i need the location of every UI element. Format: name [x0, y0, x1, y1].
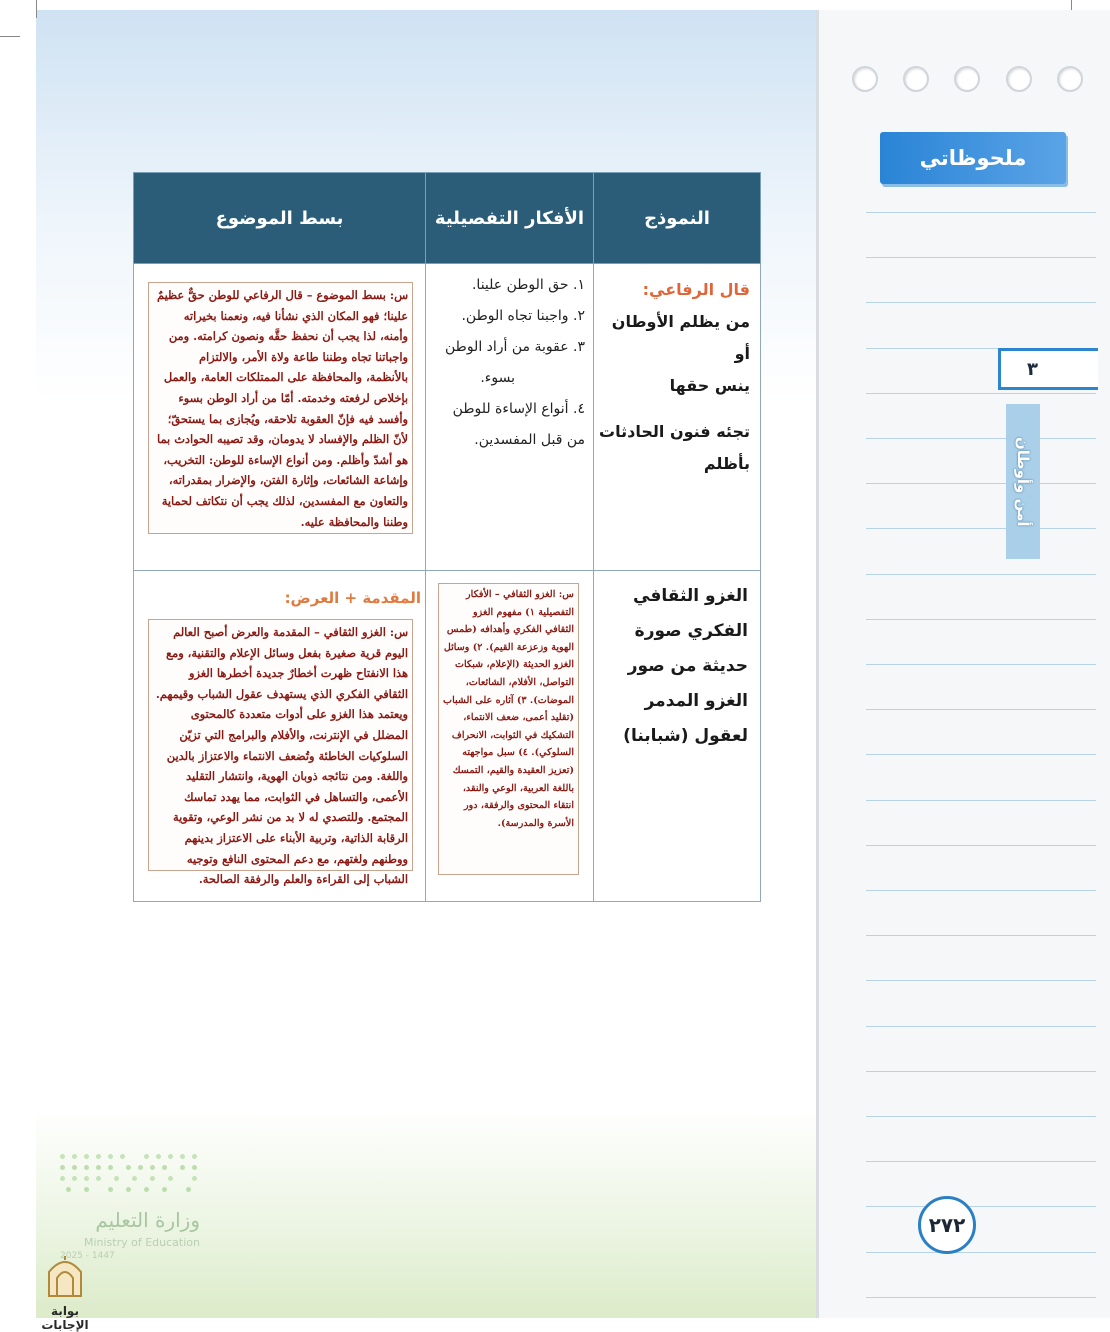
model-quote: قال الرفاعي: — [642, 280, 750, 299]
logo-dot — [180, 1154, 185, 1159]
idea-item: ٣. عقوبة من أراد الوطن — [445, 339, 585, 355]
model-line: ينس حقها — [669, 376, 750, 395]
notes-rule — [866, 1026, 1096, 1027]
notes-rule — [866, 528, 1096, 529]
logo-year: 2025 - 1447 — [60, 1251, 115, 1261]
logo-dot — [84, 1154, 89, 1159]
model-line: الغزو المدمر — [644, 691, 748, 711]
model-line: الغزو الثقافي — [633, 586, 748, 606]
logo-dot — [60, 1165, 65, 1170]
logo-dot — [120, 1154, 125, 1159]
logo-dot — [162, 1187, 167, 1192]
logo-dots-icon — [60, 1150, 200, 1200]
notes-rule — [866, 1297, 1096, 1298]
notes-rule — [866, 1252, 1096, 1253]
logo-dot — [138, 1165, 143, 1170]
logo-dot — [168, 1154, 173, 1159]
logo-dot — [96, 1165, 101, 1170]
logo-dot — [168, 1176, 173, 1181]
ministry-logo — [60, 1150, 200, 1261]
header-ideas: الأفكار التفصيلية — [426, 173, 594, 264]
logo-dot — [144, 1154, 149, 1159]
notes-rule — [866, 980, 1096, 981]
section-label: المقدمة + العرض: — [284, 589, 421, 607]
notes-rule — [866, 302, 1096, 303]
logo-dot — [186, 1187, 191, 1192]
idea-item: من قبل المفسدين. — [474, 432, 585, 448]
logo-dot — [180, 1165, 185, 1170]
model-line: من يظلم الأوطان أو — [611, 312, 750, 363]
logo-dot — [108, 1154, 113, 1159]
logo-dot — [72, 1165, 77, 1170]
logo-dot — [96, 1154, 101, 1159]
notes-rule — [866, 1206, 1096, 1207]
logo-dot — [192, 1154, 197, 1159]
notes-rule — [866, 438, 1096, 439]
notes-rule — [866, 890, 1096, 891]
logo-dot — [96, 1176, 101, 1181]
analysis-table — [133, 172, 761, 902]
notes-rule — [866, 800, 1096, 801]
binder-hole — [903, 66, 929, 92]
notes-rule — [866, 1071, 1096, 1072]
model-line: لعقول (شبابنا) — [623, 726, 748, 746]
logo-english: Ministry of Education — [83, 1236, 200, 1249]
handwritten-ideas: س: الغزو الثقافي – الأفكار التفصيلية ١) مفهوم الغزو الثقافي الفكري وأهدافه (طمس الهوية وزعزعة القيم). ٢) وسائل الغزو الحديثة (الإعلام، شبكات التواصل، الأفلام، الشائعات، الموضات). ٣) آثاره على الشباب (تقليد أعمى، ضعف الانتماء، التشكيك في الثوابت، الانحراف السلوكي). ٤) سبل مواجهته (تعزيز العقيدة والقيم، التمسك باللغة العربية، الوعي والنقد، انتقاء المحتوى والرفقة، دور الأسرة والمدرسة). — [438, 583, 579, 875]
logo-dot — [126, 1187, 131, 1192]
mosque-emblem-icon — [45, 1254, 85, 1298]
logo-dot — [150, 1176, 155, 1181]
model-cell — [594, 571, 761, 902]
notes-rule — [866, 935, 1096, 936]
logo-dot — [84, 1176, 89, 1181]
logo-dot — [108, 1165, 113, 1170]
page-number: ٢٧٢ — [918, 1196, 976, 1254]
notes-rule — [866, 574, 1096, 575]
notes-rule — [866, 257, 1096, 258]
logo-dot — [192, 1165, 197, 1170]
handwritten-answer: س: بسط الموضوع – قال الرفاعي للوطن حقٌّ عظيمٌ علينا؛ فهو المكان الذي نشأنا فيه، ونعمنا بخيراته وأمنه، لذا يجب أن نحفظ حقَّه ونصون كرامته. ومن واجباتنا تجاه وطننا طاعة ولاة الأمر، والالتزام بالأنظمة، والمحافظة على الممتلكات العامة، والعمل بإخلاص لرفعته وخدمته. أمّا من أراد الوطن بسوء وأفسد فيه فإنّ العقوبة تلاحقه، ويُجازى بما يستحقّ؛ لأنّ الظلم والإفساد لا يدومان، وقد تصيبه الحوادث بما هو أشدّ وأظلم. ومن أنواع الإساءة للوطن: التخريب، وإشاعة الشائعات، وإثارة الفتن، والإضرار بمقدراته، والتعاون مع المفسدين، لذلك يجب أن نتكاتف لحماية وطننا والمحافظة عليه. — [148, 282, 413, 534]
logo-dot — [126, 1165, 131, 1170]
model-line: حديثة من صور — [627, 656, 748, 676]
notes-rule — [866, 1161, 1096, 1162]
logo-dot — [108, 1187, 113, 1192]
logo-dot — [162, 1165, 167, 1170]
logo-dot — [66, 1187, 71, 1192]
binder-hole — [852, 66, 878, 92]
model-line: بأظلم — [703, 454, 750, 473]
logo-dot — [72, 1176, 77, 1181]
table-row — [134, 571, 761, 902]
table-row — [134, 264, 761, 571]
unit-number: ٣ — [998, 348, 1098, 390]
logo-dot — [72, 1154, 77, 1159]
binder-hole — [1006, 66, 1032, 92]
notes-rule — [866, 483, 1096, 484]
expansion-cell — [134, 571, 426, 902]
logo-dot — [156, 1154, 161, 1159]
header-expansion: بسط الموضوع — [134, 173, 426, 264]
idea-item: بسوء. — [480, 370, 515, 386]
notes-rule — [866, 754, 1096, 755]
ideas-cell — [426, 264, 594, 571]
unit-tab — [1006, 404, 1040, 559]
idea-item: ١. حق الوطن علينا. — [471, 277, 585, 293]
notes-rule — [866, 619, 1096, 620]
logo-dot — [192, 1176, 197, 1181]
notes-rule — [866, 212, 1096, 213]
crop-mark — [0, 36, 20, 37]
notes-rule — [866, 1116, 1096, 1117]
binder-hole — [1057, 66, 1083, 92]
expansion-cell — [134, 264, 426, 571]
logo-dot — [144, 1187, 149, 1192]
notes-rule — [866, 709, 1096, 710]
logo-dot — [60, 1154, 65, 1159]
model-line: الفكري صورة — [634, 621, 748, 641]
notes-rule — [866, 664, 1096, 665]
binder-hole — [954, 66, 980, 92]
ideas-cell — [426, 571, 594, 902]
logo-dot — [84, 1187, 89, 1192]
idea-item: ٢. واجبنا تجاه الوطن. — [461, 308, 585, 324]
logo-dot — [114, 1176, 119, 1181]
logo-dot — [84, 1165, 89, 1170]
model-cell — [594, 264, 761, 571]
handwritten-answer: س: الغزو الثقافي – المقدمة والعرض أصبح العالم اليوم قرية صغيرة بفعل وسائل الإعلام والتقنية، ومع هذا الانفتاح ظهرت أخطارٌ جديدة أخطرها الغزو الثقافي الفكري الذي يستهدف عقول الشباب وقيمهم. ويعتمد هذا الغزو على أدوات متعددة كالمحتوى المضلل في الإنترنت، والأفلام والبرامج التي تزيّن السلوكيات الخاطئة وتُضعف الانتماء والاعتزاز بالدين واللغة. ومن نتائجه ذوبان الهوية، وانتشار التقليد الأعمى، والتساهل في الثوابت، مما يهدد تماسك المجتمع. وللتصدي له لا بد من نشر الوعي، وتقوية الرقابة الذاتية، وتربية الأبناء على الاعتزاز بدينهم ووطنهم ولغتهم، مع دعم المحتوى النافع وتوجيه الشباب إلى القراءة والعلم والرفقة الصالحة. — [148, 619, 413, 871]
model-line: تجئه فنون الحادثات — [599, 422, 750, 441]
watermark-text: بوابة الإجابات — [41, 1304, 89, 1332]
table-header-row — [134, 173, 761, 264]
notes-rule — [866, 845, 1096, 846]
notes-title: ملحوظاتي — [880, 132, 1066, 184]
logo-arabic: وزارة التعليم — [95, 1208, 200, 1232]
notes-rule — [866, 393, 1096, 394]
logo-dot — [150, 1165, 155, 1170]
crop-mark — [36, 0, 37, 18]
portal-watermark — [28, 1254, 102, 1332]
header-model: النموذج — [594, 173, 761, 264]
unit-name: أمن وأوطان — [1014, 436, 1032, 527]
logo-dot — [60, 1176, 65, 1181]
logo-dot — [132, 1176, 137, 1181]
idea-item: ٤. أنواع الإساءة للوطن — [452, 401, 585, 417]
